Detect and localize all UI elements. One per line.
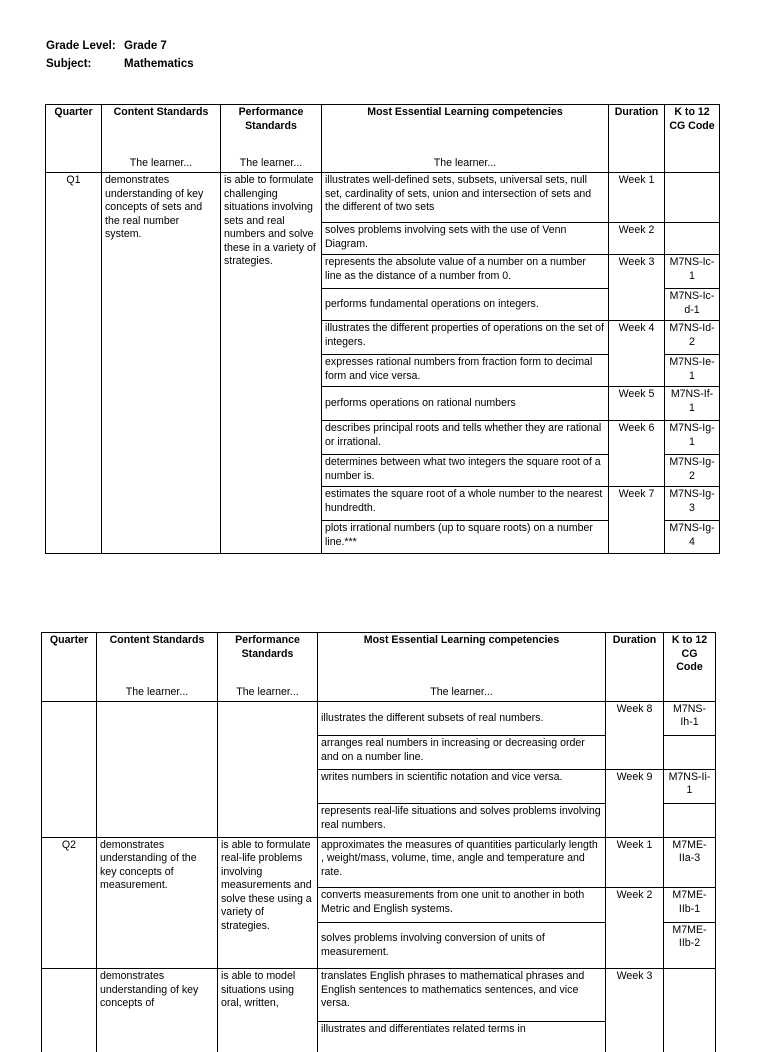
duration bbox=[606, 922, 664, 969]
duration: Week 1 bbox=[609, 173, 665, 223]
duration bbox=[609, 521, 665, 554]
cg-code: M7NS-Ig-4 bbox=[665, 521, 720, 554]
content-standard: demonstrates understanding of key concepts of sets and the real number system. bbox=[102, 173, 221, 554]
cg-code: M7NS-Ig-3 bbox=[665, 487, 720, 521]
cg-code: M7NS-Ig-2 bbox=[665, 455, 720, 487]
duration bbox=[606, 804, 664, 837]
competency: illustrates well-defined sets, subsets, universal sets, null set, cardinality of sets, union and intersection of sets and the different of two sets bbox=[322, 173, 609, 223]
competency: illustrates the different subsets of real numbers. bbox=[318, 701, 606, 735]
competency: represents real-life situations and solves problems involving real numbers. bbox=[318, 804, 606, 837]
cg-code: M7NS-If-1 bbox=[665, 387, 720, 421]
cg-code: M7NS-Id-2 bbox=[665, 321, 720, 355]
cg-code: M7NS-Ic-d-1 bbox=[665, 289, 720, 321]
content-standard: demonstrates understanding of the key concepts of measurement. bbox=[97, 837, 218, 969]
header-quarter: Quarter bbox=[42, 633, 97, 682]
header-content-standards: Content Standards bbox=[102, 105, 221, 153]
cg-code: M7NS-Ic-1 bbox=[665, 255, 720, 289]
cg-code: M7NS-Ii-1 bbox=[664, 769, 716, 803]
learner-lead: The learner... bbox=[322, 153, 609, 173]
duration bbox=[606, 1022, 664, 1052]
cg-code: M7NS-Ig-1 bbox=[665, 421, 720, 455]
cg-code: M7ME-IIa-3 bbox=[664, 837, 716, 888]
grade-level-label: Grade Level: bbox=[46, 40, 116, 52]
competency: illustrates and differentiates related terms in bbox=[318, 1022, 606, 1052]
duration: Week 8 bbox=[606, 701, 664, 735]
competency: describes principal roots and tells whether they are rational or irrational. bbox=[322, 421, 609, 455]
cg-code bbox=[664, 1022, 716, 1052]
duration bbox=[609, 289, 665, 321]
learner-lead: The learner... bbox=[221, 153, 322, 173]
learner-lead: The learner... bbox=[318, 681, 606, 701]
competency: performs fundamental operations on integers. bbox=[322, 289, 609, 321]
cg-code: M7ME-IIb-2 bbox=[664, 922, 716, 969]
competency-table-2 bbox=[41, 632, 716, 1052]
performance-standard: is able to formulate real-life problems involving measurements and solve these using a variety of strategies. bbox=[218, 837, 318, 969]
duration: Week 5 bbox=[609, 387, 665, 421]
learner-lead: The learner... bbox=[97, 681, 218, 701]
duration: Week 6 bbox=[609, 421, 665, 455]
header-competencies: Most Essential Learning competencies bbox=[318, 633, 606, 682]
duration bbox=[609, 455, 665, 487]
cg-code bbox=[664, 736, 716, 769]
learner-lead: The learner... bbox=[102, 153, 221, 173]
subject-value: Mathematics bbox=[124, 58, 194, 70]
cg-code: M7NS-Ie-1 bbox=[665, 355, 720, 387]
competency: expresses rational numbers from fraction form to decimal form and vice versa. bbox=[322, 355, 609, 387]
duration bbox=[606, 736, 664, 769]
grade-level bbox=[46, 40, 167, 52]
header-content-standards: Content Standards bbox=[97, 633, 218, 682]
header-code: K to 12 CG Code bbox=[664, 633, 716, 682]
quarter-cell: Q1 bbox=[46, 173, 102, 554]
subject-label: Subject: bbox=[46, 58, 92, 70]
competency: solves problems involving sets with the use of Venn Diagram. bbox=[322, 223, 609, 255]
cg-code bbox=[664, 969, 716, 1022]
competency: solves problems involving conversion of units of measurement. bbox=[318, 922, 606, 969]
competency: approximates the measures of quantities particularly length , weight/mass, volume, time, angle and temperature and rate. bbox=[318, 837, 606, 888]
cg-code: M7ME-IIb-1 bbox=[664, 888, 716, 922]
header-code: K to 12 CG Code bbox=[665, 105, 720, 153]
competency-table-1 bbox=[45, 104, 720, 554]
competency: arranges real numbers in increasing or decreasing order and on a number line. bbox=[318, 736, 606, 769]
header-duration: Duration bbox=[609, 105, 665, 153]
header-performance-standards: Performance Standards bbox=[218, 633, 318, 682]
competency: represents the absolute value of a number on a number line as the distance of a number from 0. bbox=[322, 255, 609, 289]
competency: writes numbers in scientific notation and vice versa. bbox=[318, 769, 606, 803]
grade-level-value: Grade 7 bbox=[124, 40, 167, 52]
competency: illustrates the different properties of operations on the set of integers. bbox=[322, 321, 609, 355]
cg-code: M7NS-Ih-1 bbox=[664, 701, 716, 735]
cg-code bbox=[665, 223, 720, 255]
learner-lead: The learner... bbox=[218, 681, 318, 701]
cg-code bbox=[665, 173, 720, 223]
performance-standard: is able to formulate challenging situations involving sets and real numbers and solve these in a variety of strategies. bbox=[221, 173, 322, 554]
performance-standard: is able to model situations using oral, written, bbox=[218, 969, 318, 1052]
competency: performs operations on rational numbers bbox=[322, 387, 609, 421]
duration: Week 2 bbox=[606, 888, 664, 922]
header-quarter: Quarter bbox=[46, 105, 102, 153]
competency: plots irrational numbers (up to square roots) on a number line.*** bbox=[322, 521, 609, 554]
duration: Week 7 bbox=[609, 487, 665, 521]
header-duration: Duration bbox=[606, 633, 664, 682]
subject bbox=[46, 58, 194, 70]
competency: determines between what two integers the square root of a number is. bbox=[322, 455, 609, 487]
duration: Week 2 bbox=[609, 223, 665, 255]
competency: translates English phrases to mathematical phrases and English sentences to mathematics sentences, and vice versa. bbox=[318, 969, 606, 1022]
competency: converts measurements from one unit to another in both Metric and English systems. bbox=[318, 888, 606, 922]
duration bbox=[609, 355, 665, 387]
quarter-cell: Q2 bbox=[42, 837, 97, 969]
duration: Week 3 bbox=[609, 255, 665, 289]
header-performance-standards: Performance Standards bbox=[221, 105, 322, 153]
duration: Week 3 bbox=[606, 969, 664, 1022]
duration: Week 9 bbox=[606, 769, 664, 803]
content-standard: demonstrates understanding of key concepts of bbox=[97, 969, 218, 1052]
header-competencies: Most Essential Learning competencies bbox=[322, 105, 609, 153]
competency: estimates the square root of a whole number to the nearest hundredth. bbox=[322, 487, 609, 521]
cg-code bbox=[664, 804, 716, 837]
duration: Week 4 bbox=[609, 321, 665, 355]
duration: Week 1 bbox=[606, 837, 664, 888]
